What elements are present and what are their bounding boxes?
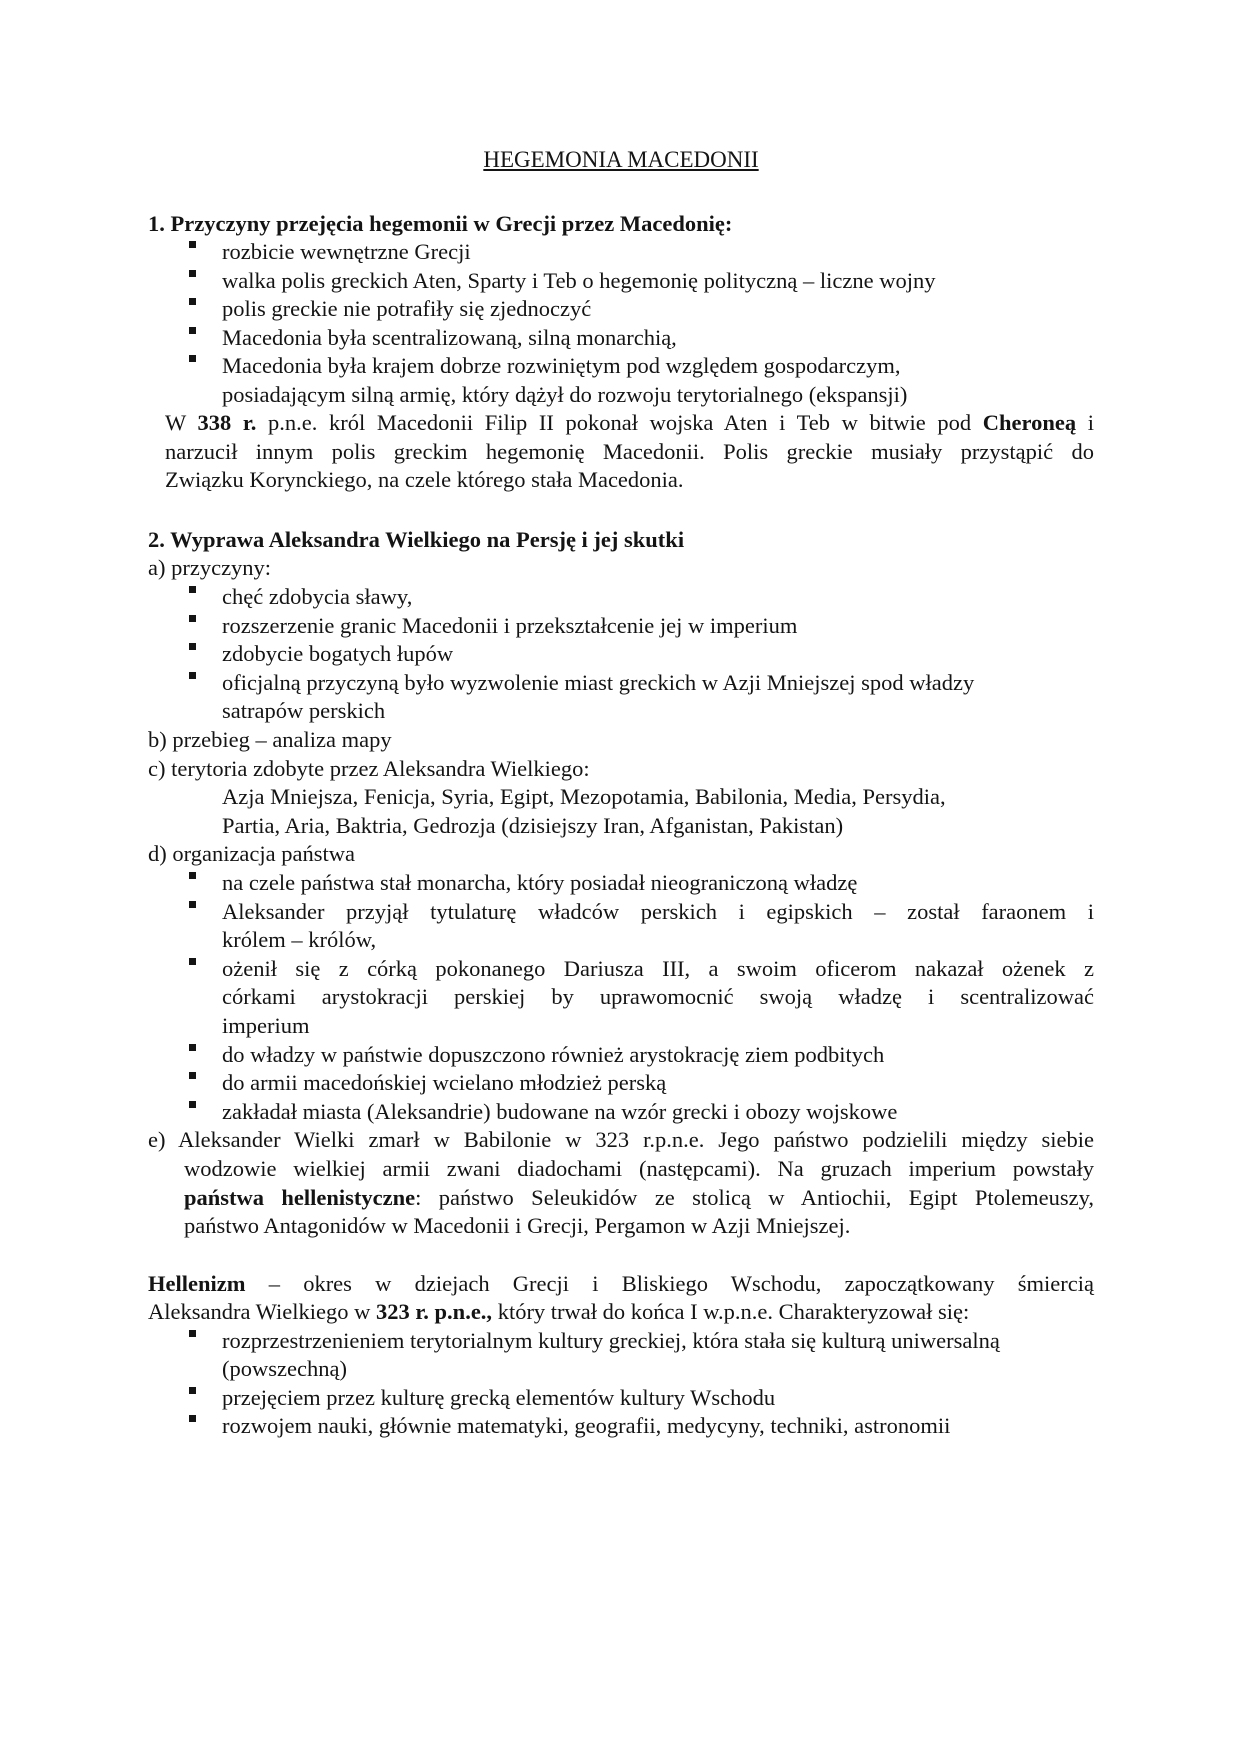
- list-item: do władzy w państwie dopuszczono również arystokrację ziem podbitych: [222, 1042, 885, 1067]
- bullet-marker: [189, 958, 196, 965]
- list-item: zdobycie bogatych łupów: [222, 641, 454, 666]
- list-item: rozprzestrzenieniem terytorialnym kultury greckiej, która stała się kulturą uniwersalną: [222, 1328, 1000, 1353]
- text-line: Partia, Aria, Baktria, Gedrozja (dzisiejszy Iran, Afganistan, Pakistan): [222, 813, 844, 838]
- paragraph-line: W 338 r. p.n.e. król Macedonii Filip II pokonał wojska Aten i Teb w bitwie pod Cheroneą i: [165, 410, 1094, 435]
- paragraph-line: Związku Korynckiego, na czele którego stała Macedonia.: [165, 467, 684, 492]
- subsection-label: d) organizacja państwa: [148, 841, 355, 866]
- list-item: Macedonia była scentralizowaną, silną monarchią,: [222, 325, 677, 350]
- bullet-marker: [189, 270, 196, 277]
- bullet-marker: [189, 241, 196, 248]
- bullet-marker: [189, 643, 196, 650]
- bullet-marker: [189, 1330, 196, 1337]
- list-item-continuation: (powszechną): [222, 1356, 347, 1381]
- list-item: Macedonia była krajem dobrze rozwiniętym pod względem gospodarczym,: [222, 353, 901, 378]
- list-item: ożenił się z córką pokonanego Dariusza III, a swoim oficerom nakazał ożenek z: [222, 956, 1094, 981]
- paragraph-line: wodzowie wielkiej armii zwani diadochami (następcami). Na gruzach imperium powstały: [184, 1156, 1094, 1181]
- bullet-marker: [189, 1044, 196, 1051]
- paragraph-line: Aleksandra Wielkiego w 323 r. p.n.e., który trwał do końca I w.p.n.e. Charakteryzował się:: [148, 1299, 970, 1324]
- list-item-continuation: imperium: [222, 1013, 310, 1038]
- list-item-continuation: córkami arystokracji perskiej by uprawomocnić swoją władzę i scentralizować: [222, 984, 1094, 1009]
- subsection-label: c) terytoria zdobyte przez Aleksandra Wielkiego:: [148, 756, 590, 781]
- list-item: przejęciem przez kulturę grecką elementów kultury Wschodu: [222, 1385, 776, 1410]
- bullet-marker: [189, 872, 196, 879]
- text-line: Azja Mniejsza, Fenicja, Syria, Egipt, Mezopotamia, Babilonia, Media, Persydia,: [222, 784, 946, 809]
- bullet-marker: [189, 672, 196, 679]
- list-item-continuation: królem – królów,: [222, 927, 377, 952]
- subsection-label: b) przebieg – analiza mapy: [148, 727, 392, 752]
- bullet-marker: [189, 615, 196, 622]
- paragraph-line: Hellenizm – okres w dziejach Grecji i Bliskiego Wschodu, zapoczątkowany śmiercią: [148, 1271, 1094, 1296]
- paragraph-line: państwa hellenistyczne: państwo Seleukidów ze stolicą w Antiochii, Egipt Ptolemeuszy,: [184, 1185, 1094, 1210]
- list-item-continuation: posiadającym silną armię, który dążył do rozwoju terytorialnego (ekspansji): [222, 382, 908, 407]
- list-item: walka polis greckich Aten, Sparty i Teb o hegemonię polityczną – liczne wojny: [222, 268, 936, 293]
- section-2-heading: 2. Wyprawa Aleksandra Wielkiego na Persję i jej skutki: [148, 527, 685, 552]
- bullet-marker: [189, 1101, 196, 1108]
- bullet-marker: [189, 355, 196, 362]
- bullet-marker: [189, 1415, 196, 1422]
- list-item: oficjalną przyczyną było wyzwolenie miast greckich w Azji Mniejszej spod władzy: [222, 670, 975, 695]
- list-item: rozszerzenie granic Macedonii i przekształcenie jej w imperium: [222, 613, 798, 638]
- bullet-marker: [189, 901, 196, 908]
- bullet-marker: [189, 327, 196, 334]
- list-item: na czele państwa stał monarcha, który posiadał nieograniczoną władzę: [222, 870, 858, 895]
- page-title: HEGEMONIA MACEDONII: [483, 147, 759, 172]
- list-item-continuation: satrapów perskich: [222, 698, 386, 723]
- list-item: Aleksander przyjął tytulaturę władców perskich i egipskich – został faraonem i: [222, 899, 1094, 924]
- bullet-marker: [189, 298, 196, 305]
- bullet-marker: [189, 1387, 196, 1394]
- paragraph-line: narzucił innym polis greckim hegemonię Macedonii. Polis greckie musiały przystąpić do: [165, 439, 1094, 464]
- list-item: polis greckie nie potrafiły się zjednoczyć: [222, 296, 592, 321]
- list-item: rozwojem nauki, głównie matematyki, geografii, medycyny, techniki, astronomii: [222, 1413, 951, 1438]
- section-1-heading: 1. Przyczyny przejęcia hegemonii w Grecji przez Macedonię:: [148, 211, 733, 236]
- bullet-marker: [189, 586, 196, 593]
- paragraph-line: e) Aleksander Wielki zmarł w Babilonie w 323 r.p.n.e. Jego państwo podzielili między siebie: [148, 1127, 1094, 1152]
- list-item: rozbicie wewnętrzne Grecji: [222, 239, 471, 264]
- list-item: zakładał miasta (Aleksandrie) budowane na wzór grecki i obozy wojskowe: [222, 1099, 898, 1124]
- bullet-marker: [189, 1072, 196, 1079]
- list-item: chęć zdobycia sławy,: [222, 584, 413, 609]
- subsection-label: a) przyczyny:: [148, 555, 272, 580]
- list-item: do armii macedońskiej wcielano młodzież perską: [222, 1070, 667, 1095]
- paragraph-line: państwo Antagonidów w Macedonii i Grecji, Pergamon w Azji Mniejszej.: [184, 1213, 851, 1238]
